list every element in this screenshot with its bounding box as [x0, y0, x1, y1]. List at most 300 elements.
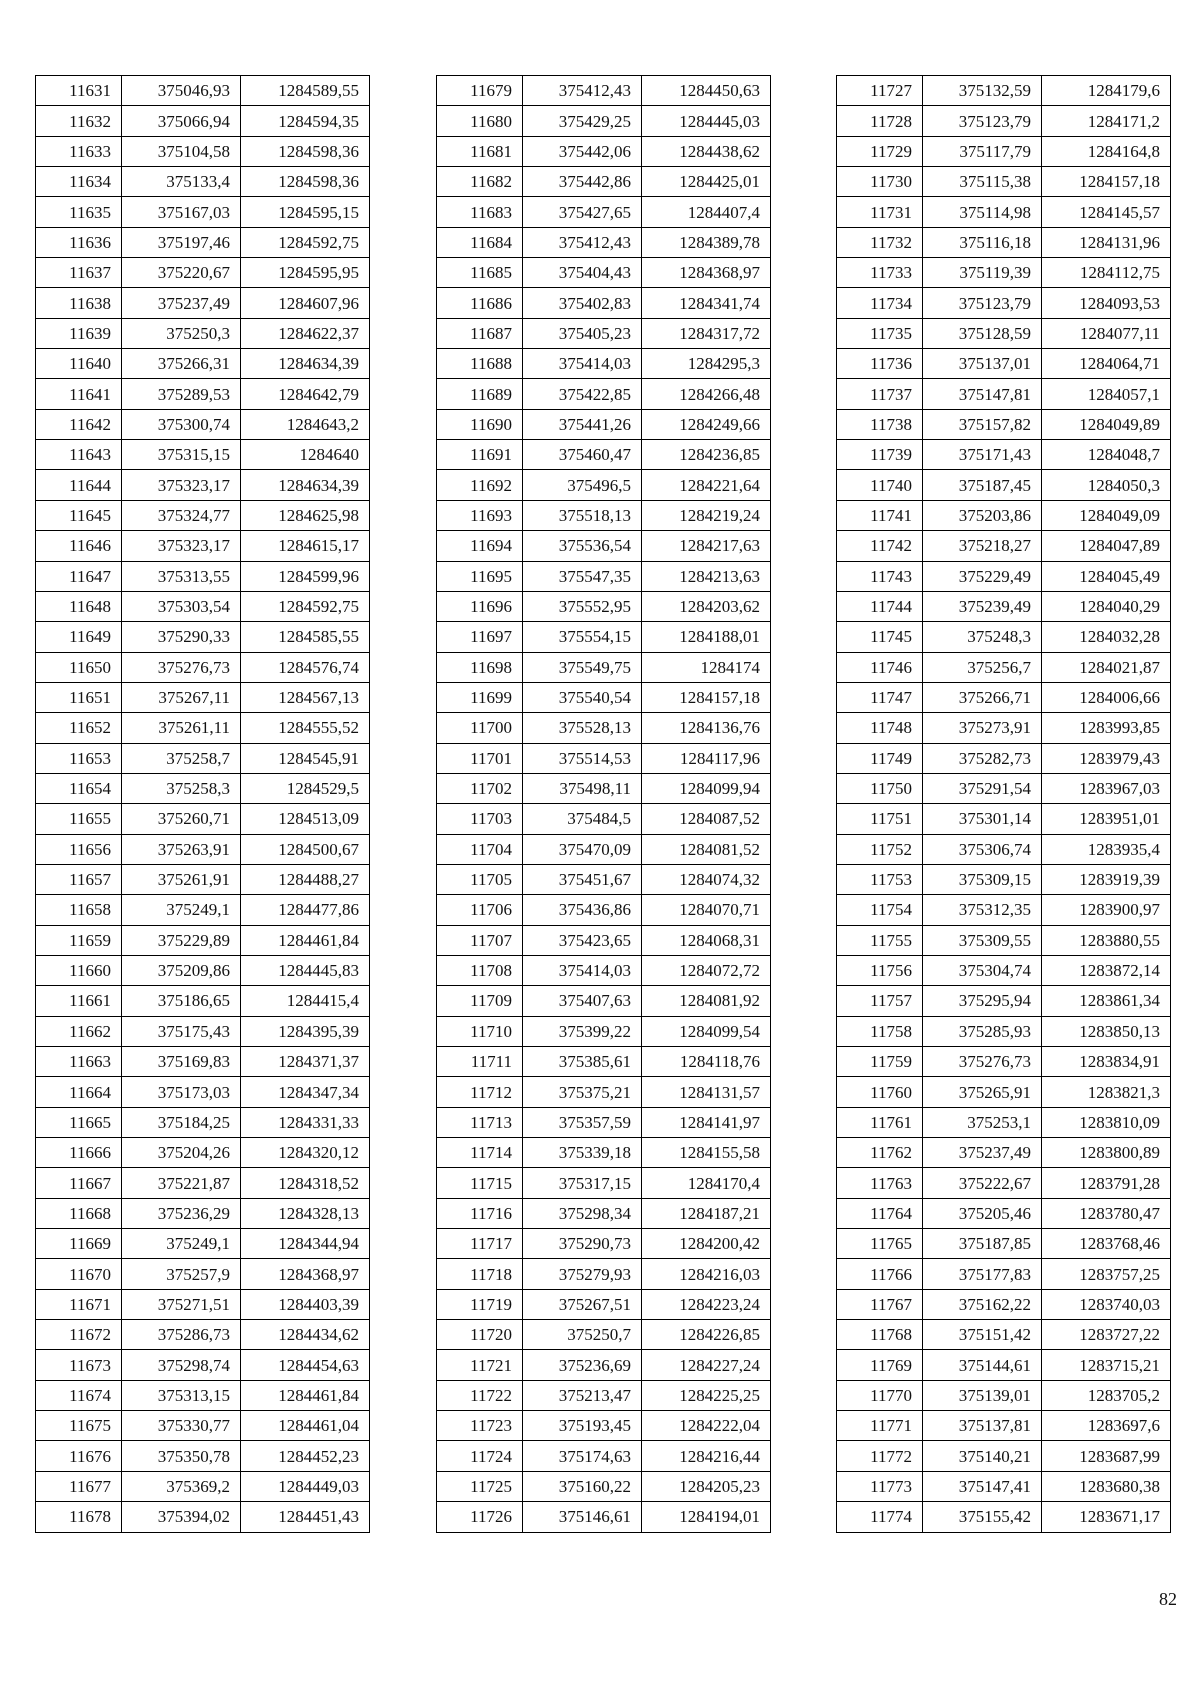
x-coordinate-cell: 375309,55: [923, 925, 1042, 955]
y-coordinate-cell: 1284599,96: [241, 561, 370, 591]
point-number-cell: 11694: [437, 531, 523, 561]
point-number-cell: 11637: [36, 258, 122, 288]
table-body: [837, 76, 1171, 1533]
table-row: [837, 1016, 1171, 1046]
y-coordinate-cell: 1284594,35: [241, 106, 370, 136]
point-number-cell: 11706: [437, 895, 523, 925]
y-coordinate-cell: 1284615,17: [241, 531, 370, 561]
x-coordinate-cell: 375258,7: [122, 743, 241, 773]
coordinates-table-column-3: [836, 75, 1171, 1533]
table-row: [437, 864, 771, 894]
table-row: [36, 591, 370, 621]
table-row: [437, 1138, 771, 1168]
point-number-cell: 11679: [437, 76, 523, 106]
table-row: [36, 1198, 370, 1228]
point-number-cell: 11703: [437, 804, 523, 834]
table-row: [437, 136, 771, 166]
x-coordinate-cell: 375267,11: [122, 682, 241, 712]
table-row: [36, 743, 370, 773]
point-number-cell: 11742: [837, 531, 923, 561]
table-row: [837, 895, 1171, 925]
point-number-cell: 11704: [437, 834, 523, 864]
point-number-cell: 11705: [437, 864, 523, 894]
point-number-cell: 11632: [36, 106, 122, 136]
table-row: [437, 258, 771, 288]
x-coordinate-cell: 375114,98: [923, 197, 1042, 227]
table-row: [36, 227, 370, 257]
x-coordinate-cell: 375204,26: [122, 1138, 241, 1168]
y-coordinate-cell: 1284047,89: [1042, 531, 1171, 561]
point-number-cell: 11696: [437, 591, 523, 621]
table-row: [837, 1198, 1171, 1228]
table-row: [437, 743, 771, 773]
x-coordinate-cell: 375144,61: [923, 1350, 1042, 1380]
table-row: [437, 1047, 771, 1077]
table-row: [837, 1350, 1171, 1380]
table-row: [837, 652, 1171, 682]
x-coordinate-cell: 375140,21: [923, 1441, 1042, 1471]
x-coordinate-cell: 375260,71: [122, 804, 241, 834]
y-coordinate-cell: 1284048,7: [1042, 440, 1171, 470]
x-coordinate-cell: 375312,35: [923, 895, 1042, 925]
point-number-cell: 11735: [837, 318, 923, 348]
point-number-cell: 11689: [437, 379, 523, 409]
x-coordinate-cell: 375301,14: [923, 804, 1042, 834]
point-number-cell: 11762: [837, 1138, 923, 1168]
table-body: [36, 76, 370, 1533]
y-coordinate-cell: 1284318,52: [241, 1168, 370, 1198]
table-row: [837, 500, 1171, 530]
point-number-cell: 11757: [837, 986, 923, 1016]
point-number-cell: 11729: [837, 136, 923, 166]
point-number-cell: 11641: [36, 379, 122, 409]
x-coordinate-cell: 375261,11: [122, 713, 241, 743]
x-coordinate-cell: 375323,17: [122, 470, 241, 500]
x-coordinate-cell: 375484,5: [523, 804, 642, 834]
x-coordinate-cell: 375115,38: [923, 167, 1042, 197]
point-number-cell: 11667: [36, 1168, 122, 1198]
x-coordinate-cell: 375237,49: [923, 1138, 1042, 1168]
point-number-cell: 11670: [36, 1259, 122, 1289]
point-number-cell: 11673: [36, 1350, 122, 1380]
point-number-cell: 11633: [36, 136, 122, 166]
table-row: [837, 773, 1171, 803]
table-row: [36, 925, 370, 955]
x-coordinate-cell: 375375,21: [523, 1077, 642, 1107]
x-coordinate-cell: 375303,54: [122, 591, 241, 621]
point-number-cell: 11687: [437, 318, 523, 348]
point-number-cell: 11681: [437, 136, 523, 166]
y-coordinate-cell: 1284112,75: [1042, 258, 1171, 288]
x-coordinate-cell: 375412,43: [523, 227, 642, 257]
y-coordinate-cell: 1283935,4: [1042, 834, 1171, 864]
point-number-cell: 11631: [36, 76, 122, 106]
table-row: [36, 1441, 370, 1471]
point-number-cell: 11700: [437, 713, 523, 743]
table-row: [837, 1289, 1171, 1319]
x-coordinate-cell: 375239,49: [923, 591, 1042, 621]
point-number-cell: 11658: [36, 895, 122, 925]
y-coordinate-cell: 1284203,62: [642, 591, 771, 621]
x-coordinate-cell: 375385,61: [523, 1047, 642, 1077]
table-row: [36, 1471, 370, 1501]
y-coordinate-cell: 1284607,96: [241, 288, 370, 318]
table-row: [837, 1502, 1171, 1532]
point-number-cell: 11710: [437, 1016, 523, 1046]
coordinates-table-column-2: [436, 75, 771, 1533]
point-number-cell: 11737: [837, 379, 923, 409]
y-coordinate-cell: 1284194,01: [642, 1502, 771, 1532]
point-number-cell: 11663: [36, 1047, 122, 1077]
point-number-cell: 11671: [36, 1289, 122, 1319]
table-row: [36, 1138, 370, 1168]
point-number-cell: 11719: [437, 1289, 523, 1319]
table-row: [36, 986, 370, 1016]
point-number-cell: 11744: [837, 591, 923, 621]
y-coordinate-cell: 1284068,31: [642, 925, 771, 955]
x-coordinate-cell: 375222,67: [923, 1168, 1042, 1198]
point-number-cell: 11661: [36, 986, 122, 1016]
point-number-cell: 11662: [36, 1016, 122, 1046]
point-number-cell: 11683: [437, 197, 523, 227]
table-row: [837, 713, 1171, 743]
point-number-cell: 11726: [437, 1502, 523, 1532]
y-coordinate-cell: 1284077,11: [1042, 318, 1171, 348]
point-number-cell: 11654: [36, 773, 122, 803]
y-coordinate-cell: 1284389,78: [642, 227, 771, 257]
x-coordinate-cell: 375123,79: [923, 106, 1042, 136]
x-coordinate-cell: 375442,06: [523, 136, 642, 166]
x-coordinate-cell: 375404,43: [523, 258, 642, 288]
table-row: [36, 1380, 370, 1410]
table-row: [837, 561, 1171, 591]
point-number-cell: 11697: [437, 622, 523, 652]
point-number-cell: 11740: [837, 470, 923, 500]
y-coordinate-cell: 1284221,64: [642, 470, 771, 500]
table-row: [837, 136, 1171, 166]
table-row: [837, 1047, 1171, 1077]
point-number-cell: 11721: [437, 1350, 523, 1380]
table-row: [837, 440, 1171, 470]
x-coordinate-cell: 375258,3: [122, 773, 241, 803]
table-row: [36, 379, 370, 409]
x-coordinate-cell: 375285,93: [923, 1016, 1042, 1046]
table-row: [36, 288, 370, 318]
table-row: [36, 1259, 370, 1289]
table-row: [437, 379, 771, 409]
table-row: [437, 349, 771, 379]
y-coordinate-cell: 1284585,55: [241, 622, 370, 652]
y-coordinate-cell: 1283768,46: [1042, 1229, 1171, 1259]
point-number-cell: 11682: [437, 167, 523, 197]
y-coordinate-cell: 1284529,5: [241, 773, 370, 803]
x-coordinate-cell: 375276,73: [122, 652, 241, 682]
table-row: [837, 531, 1171, 561]
x-coordinate-cell: 375330,77: [122, 1411, 241, 1441]
x-coordinate-cell: 375256,7: [923, 652, 1042, 682]
table-row: [837, 591, 1171, 621]
y-coordinate-cell: 1284266,48: [642, 379, 771, 409]
point-number-cell: 11638: [36, 288, 122, 318]
table-row: [36, 1320, 370, 1350]
y-coordinate-cell: 1284081,92: [642, 986, 771, 1016]
y-coordinate-cell: 1284236,85: [642, 440, 771, 470]
x-coordinate-cell: 375229,49: [923, 561, 1042, 591]
y-coordinate-cell: 1283697,6: [1042, 1411, 1171, 1441]
y-coordinate-cell: 1284513,09: [241, 804, 370, 834]
point-number-cell: 11691: [437, 440, 523, 470]
x-coordinate-cell: 375295,94: [923, 986, 1042, 1016]
y-coordinate-cell: 1284450,63: [642, 76, 771, 106]
y-coordinate-cell: 1284157,18: [1042, 167, 1171, 197]
x-coordinate-cell: 375257,9: [122, 1259, 241, 1289]
table-row: [36, 349, 370, 379]
y-coordinate-cell: 1284555,52: [241, 713, 370, 743]
table-row: [437, 1502, 771, 1532]
x-coordinate-cell: 375236,29: [122, 1198, 241, 1228]
point-number-cell: 11669: [36, 1229, 122, 1259]
y-coordinate-cell: 1284592,75: [241, 227, 370, 257]
x-coordinate-cell: 375279,93: [523, 1259, 642, 1289]
table-row: [36, 106, 370, 136]
table-row: [437, 76, 771, 106]
x-coordinate-cell: 375298,74: [122, 1350, 241, 1380]
x-coordinate-cell: 375536,54: [523, 531, 642, 561]
x-coordinate-cell: 375147,41: [923, 1471, 1042, 1501]
y-coordinate-cell: 1284449,03: [241, 1471, 370, 1501]
table-row: [437, 895, 771, 925]
y-coordinate-cell: 1284225,25: [642, 1380, 771, 1410]
table-row: [36, 895, 370, 925]
point-number-cell: 11763: [837, 1168, 923, 1198]
y-coordinate-cell: 1283715,21: [1042, 1350, 1171, 1380]
x-coordinate-cell: 375518,13: [523, 500, 642, 530]
point-number-cell: 11672: [36, 1320, 122, 1350]
table-row: [837, 349, 1171, 379]
table-row: [437, 1350, 771, 1380]
table-row: [837, 1411, 1171, 1441]
table-row: [437, 1380, 771, 1410]
y-coordinate-cell: 1284295,3: [642, 349, 771, 379]
table-row: [437, 591, 771, 621]
y-coordinate-cell: 1284592,75: [241, 591, 370, 621]
table-row: [437, 1320, 771, 1350]
x-coordinate-cell: 375248,3: [923, 622, 1042, 652]
y-coordinate-cell: 1284223,24: [642, 1289, 771, 1319]
x-coordinate-cell: 375369,2: [122, 1471, 241, 1501]
table-row: [437, 925, 771, 955]
y-coordinate-cell: 1283800,89: [1042, 1138, 1171, 1168]
y-coordinate-cell: 1284187,21: [642, 1198, 771, 1228]
table-row: [36, 1229, 370, 1259]
x-coordinate-cell: 375423,65: [523, 925, 642, 955]
x-coordinate-cell: 375414,03: [523, 349, 642, 379]
y-coordinate-cell: 1284625,98: [241, 500, 370, 530]
table-row: [837, 258, 1171, 288]
y-coordinate-cell: 1284415,4: [241, 986, 370, 1016]
y-coordinate-cell: 1284461,04: [241, 1411, 370, 1441]
y-coordinate-cell: 1284141,97: [642, 1107, 771, 1137]
point-number-cell: 11685: [437, 258, 523, 288]
y-coordinate-cell: 1284595,95: [241, 258, 370, 288]
y-coordinate-cell: 1284222,04: [642, 1411, 771, 1441]
table-row: [36, 318, 370, 348]
y-coordinate-cell: 1283671,17: [1042, 1502, 1171, 1532]
table-row: [837, 197, 1171, 227]
x-coordinate-cell: 375147,81: [923, 379, 1042, 409]
table-row: [437, 834, 771, 864]
point-number-cell: 11748: [837, 713, 923, 743]
point-number-cell: 11634: [36, 167, 122, 197]
y-coordinate-cell: 1283740,03: [1042, 1289, 1171, 1319]
table-row: [837, 1441, 1171, 1471]
y-coordinate-cell: 1283872,14: [1042, 955, 1171, 985]
x-coordinate-cell: 375552,95: [523, 591, 642, 621]
point-number-cell: 11692: [437, 470, 523, 500]
y-coordinate-cell: 1284425,01: [642, 167, 771, 197]
y-coordinate-cell: 1284136,76: [642, 713, 771, 743]
x-coordinate-cell: 375221,87: [122, 1168, 241, 1198]
point-number-cell: 11720: [437, 1320, 523, 1350]
x-coordinate-cell: 375184,25: [122, 1107, 241, 1137]
x-coordinate-cell: 375249,1: [122, 1229, 241, 1259]
table-row: [36, 561, 370, 591]
x-coordinate-cell: 375414,03: [523, 955, 642, 985]
x-coordinate-cell: 375220,67: [122, 258, 241, 288]
y-coordinate-cell: 1284118,76: [642, 1047, 771, 1077]
point-number-cell: 11644: [36, 470, 122, 500]
y-coordinate-cell: 1284576,74: [241, 652, 370, 682]
table-row: [837, 288, 1171, 318]
point-number-cell: 11660: [36, 955, 122, 985]
x-coordinate-cell: 375549,75: [523, 652, 642, 682]
y-coordinate-cell: 1284217,63: [642, 531, 771, 561]
x-coordinate-cell: 375187,45: [923, 470, 1042, 500]
point-number-cell: 11724: [437, 1441, 523, 1471]
point-number-cell: 11713: [437, 1107, 523, 1137]
x-coordinate-cell: 375155,42: [923, 1502, 1042, 1532]
table-row: [437, 622, 771, 652]
table-row: [36, 1016, 370, 1046]
y-coordinate-cell: 1284598,36: [241, 167, 370, 197]
x-coordinate-cell: 375132,59: [923, 76, 1042, 106]
x-coordinate-cell: 375236,69: [523, 1350, 642, 1380]
x-coordinate-cell: 375323,17: [122, 531, 241, 561]
point-number-cell: 11680: [437, 106, 523, 136]
x-coordinate-cell: 375357,59: [523, 1107, 642, 1137]
point-number-cell: 11747: [837, 682, 923, 712]
y-coordinate-cell: 1284093,53: [1042, 288, 1171, 318]
y-coordinate-cell: 1284249,66: [642, 409, 771, 439]
y-coordinate-cell: 1284021,87: [1042, 652, 1171, 682]
page-number: 82: [1159, 1589, 1177, 1609]
x-coordinate-cell: 375309,15: [923, 864, 1042, 894]
point-number-cell: 11769: [837, 1350, 923, 1380]
point-number-cell: 11725: [437, 1471, 523, 1501]
y-coordinate-cell: 1284477,86: [241, 895, 370, 925]
x-coordinate-cell: 375422,85: [523, 379, 642, 409]
x-coordinate-cell: 375209,86: [122, 955, 241, 985]
point-number-cell: 11734: [837, 288, 923, 318]
table-row: [837, 682, 1171, 712]
table-row: [437, 1198, 771, 1228]
point-number-cell: 11677: [36, 1471, 122, 1501]
table-row: [837, 379, 1171, 409]
point-number-cell: 11712: [437, 1077, 523, 1107]
y-coordinate-cell: 1284445,83: [241, 955, 370, 985]
table-row: [837, 167, 1171, 197]
table-row: [36, 1107, 370, 1137]
point-number-cell: 11686: [437, 288, 523, 318]
table-row: [437, 1229, 771, 1259]
table-row: [837, 834, 1171, 864]
table-row: [36, 136, 370, 166]
point-number-cell: 11768: [837, 1320, 923, 1350]
x-coordinate-cell: 375193,45: [523, 1411, 642, 1441]
table-row: [36, 622, 370, 652]
table-row: [437, 318, 771, 348]
table-row: [437, 1107, 771, 1137]
point-number-cell: 11695: [437, 561, 523, 591]
table-row: [837, 409, 1171, 439]
x-coordinate-cell: 375528,13: [523, 713, 642, 743]
point-number-cell: 11675: [36, 1411, 122, 1441]
y-coordinate-cell: 1284072,72: [642, 955, 771, 985]
point-number-cell: 11639: [36, 318, 122, 348]
y-coordinate-cell: 1284171,2: [1042, 106, 1171, 136]
table-row: [36, 470, 370, 500]
table-row: [36, 1168, 370, 1198]
y-coordinate-cell: 1284500,67: [241, 834, 370, 864]
table-row: [837, 955, 1171, 985]
y-coordinate-cell: 1284226,85: [642, 1320, 771, 1350]
x-coordinate-cell: 375402,83: [523, 288, 642, 318]
point-number-cell: 11741: [837, 500, 923, 530]
x-coordinate-cell: 375137,01: [923, 349, 1042, 379]
point-number-cell: 11743: [837, 561, 923, 591]
x-coordinate-cell: 375250,3: [122, 318, 241, 348]
x-coordinate-cell: 375514,53: [523, 743, 642, 773]
table-row: [36, 955, 370, 985]
table-row: [36, 531, 370, 561]
table-row: [437, 682, 771, 712]
x-coordinate-cell: 375116,18: [923, 227, 1042, 257]
y-coordinate-cell: 1284317,72: [642, 318, 771, 348]
y-coordinate-cell: 1284200,42: [642, 1229, 771, 1259]
y-coordinate-cell: 1284371,37: [241, 1047, 370, 1077]
y-coordinate-cell: 1284643,2: [241, 409, 370, 439]
table-row: [837, 804, 1171, 834]
x-coordinate-cell: 375119,39: [923, 258, 1042, 288]
table-row: [837, 1380, 1171, 1410]
table-row: [36, 1047, 370, 1077]
x-coordinate-cell: 375554,15: [523, 622, 642, 652]
x-coordinate-cell: 375290,33: [122, 622, 241, 652]
y-coordinate-cell: 1284179,6: [1042, 76, 1171, 106]
point-number-cell: 11770: [837, 1380, 923, 1410]
point-number-cell: 11722: [437, 1380, 523, 1410]
y-coordinate-cell: 1284006,66: [1042, 682, 1171, 712]
point-number-cell: 11749: [837, 743, 923, 773]
y-coordinate-cell: 1284438,62: [642, 136, 771, 166]
table-row: [837, 1259, 1171, 1289]
x-coordinate-cell: 375197,46: [122, 227, 241, 257]
x-coordinate-cell: 375399,22: [523, 1016, 642, 1046]
y-coordinate-cell: 1284589,55: [241, 76, 370, 106]
table-row: [36, 409, 370, 439]
point-number-cell: 11730: [837, 167, 923, 197]
point-number-cell: 11758: [837, 1016, 923, 1046]
